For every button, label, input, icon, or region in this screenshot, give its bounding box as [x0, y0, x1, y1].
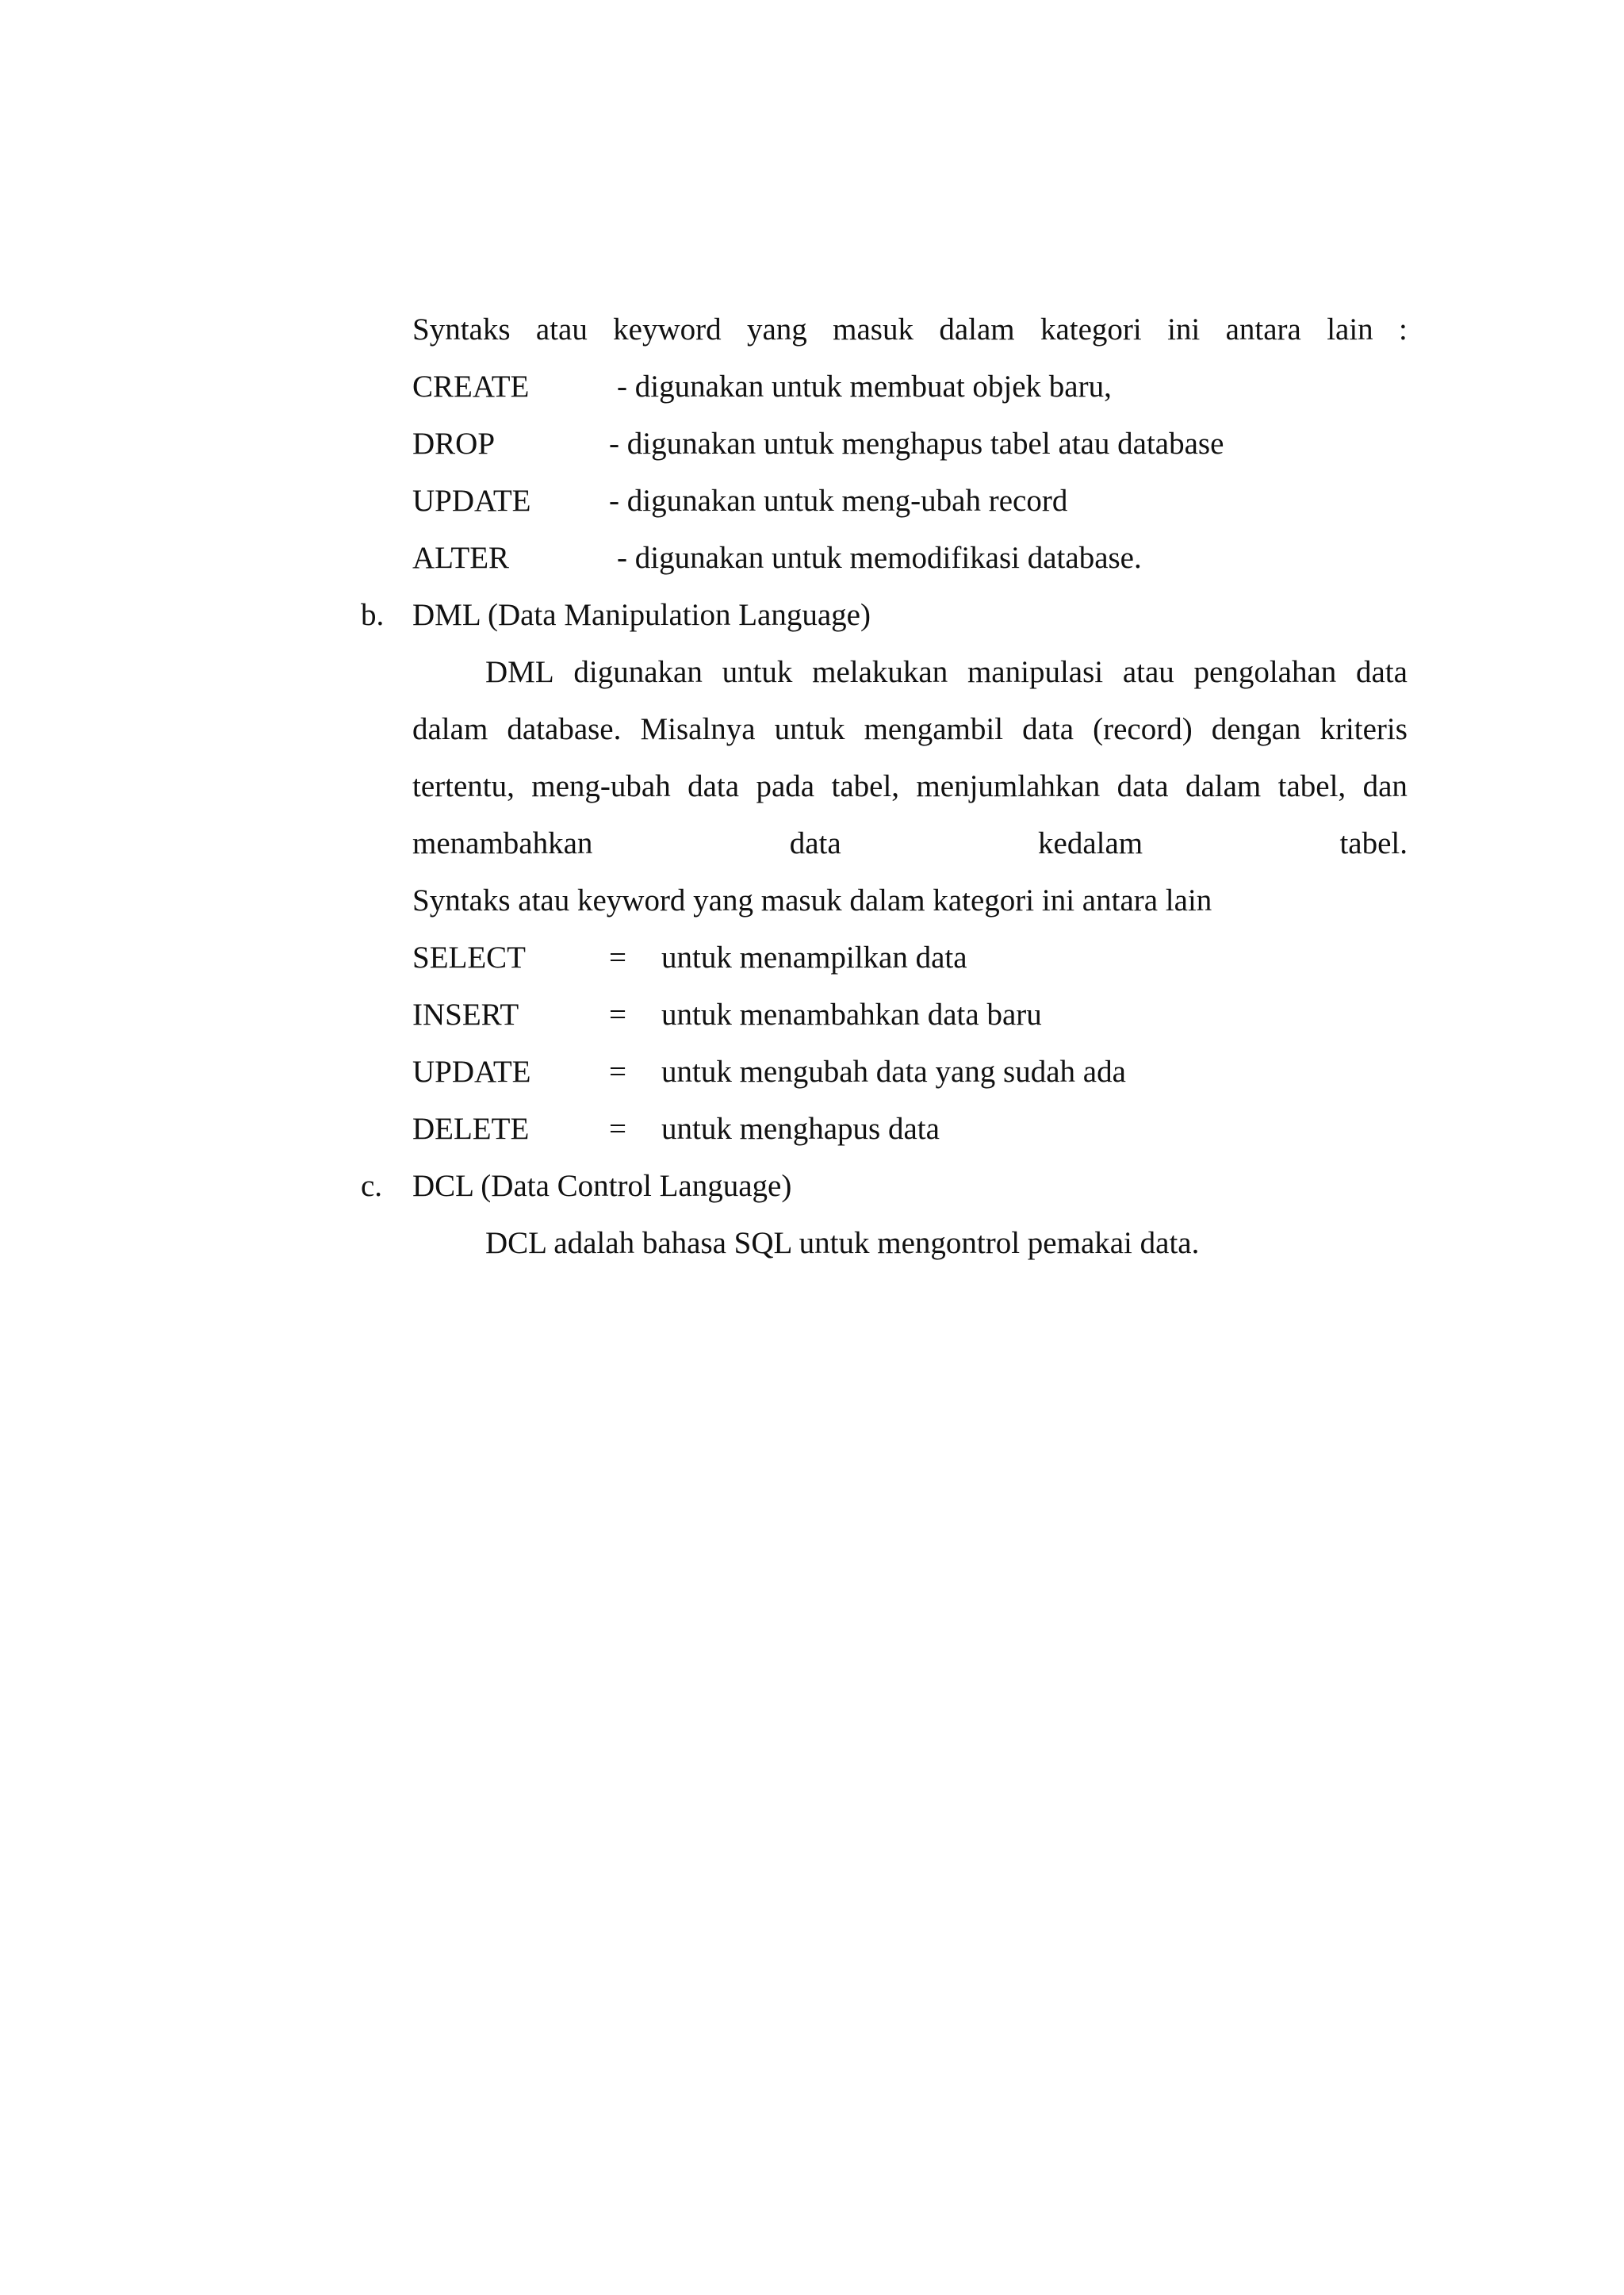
ddl-intro-word: keyword — [613, 312, 722, 347]
para-word: menambahkan — [412, 826, 593, 860]
para-word: untuk — [722, 655, 793, 689]
ddl-intro-word: yang — [746, 312, 807, 347]
para-word: database. — [507, 712, 622, 746]
ddl-command-desc: - digunakan untuk meng-ubah record — [609, 484, 1068, 518]
para-word: menjumlahkan — [916, 769, 1101, 803]
ddl-intro-word: ini — [1167, 312, 1201, 347]
para-word: mengambil — [864, 712, 1004, 746]
para-word: meng-ubah — [531, 769, 671, 803]
para-word: tertentu, — [412, 769, 515, 803]
ddl-command-keyword: CREATE — [412, 370, 530, 404]
ddl-intro-word: : — [1399, 312, 1408, 347]
dml-command-keyword: DELETE — [412, 1112, 530, 1146]
ddl-intro-word: masuk — [833, 312, 914, 347]
dml-command-eq: = — [609, 998, 626, 1032]
ddl-intro-word: atau — [535, 312, 588, 347]
dcl-heading: DCL (Data Control Language) — [412, 1169, 792, 1203]
ddl-command-desc: - digunakan untuk membuat objek baru, — [617, 370, 1112, 404]
dml-command-keyword: UPDATE — [412, 1055, 531, 1089]
ddl-command-keyword: ALTER — [412, 541, 510, 575]
para-word: data — [1116, 769, 1169, 803]
para-word: Misalnya — [640, 712, 756, 746]
para-word: data — [789, 826, 841, 860]
dml-para-line — [412, 768, 1408, 806]
ddl-command-desc: - digunakan untuk memodifikasi database. — [617, 541, 1142, 575]
para-word: tabel. — [1339, 826, 1408, 860]
para-word: pengolahan — [1193, 655, 1337, 689]
para-word: digunakan — [573, 655, 703, 689]
para-word: manipulasi — [967, 655, 1104, 689]
dcl-para: DCL adalah bahasa SQL untuk mengontrol pemakai data. — [485, 1226, 1200, 1260]
ddl-intro-word: kategori — [1040, 312, 1142, 347]
dml-command-keyword: INSERT — [412, 998, 519, 1032]
para-word: data — [688, 769, 740, 803]
dml-command-desc: untuk mengubah data yang sudah ada — [661, 1055, 1126, 1089]
dml-intro: Syntaks atau keyword yang masuk dalam kategori ini antara lain — [412, 883, 1212, 918]
dml-heading: DML (Data Manipulation Language) — [412, 598, 871, 632]
para-word: atau — [1122, 655, 1174, 689]
dml-command-eq: = — [609, 941, 626, 975]
para-word: dan — [1362, 769, 1408, 803]
para-word: tabel, — [831, 769, 900, 803]
dml-para-line — [412, 711, 1408, 749]
dml-para-line — [485, 653, 1408, 692]
ddl-intro-word: dalam — [939, 312, 1015, 347]
para-word: kedalam — [1038, 826, 1143, 860]
dml-command-keyword: SELECT — [412, 941, 526, 975]
dml-command-eq: = — [609, 1112, 626, 1146]
dml-para-line — [412, 825, 1408, 863]
para-word: (record) — [1093, 712, 1193, 746]
para-word: pada — [756, 769, 815, 803]
ddl-command-keyword: DROP — [412, 427, 496, 461]
para-word: tabel, — [1277, 769, 1346, 803]
ddl-command-desc: - digunakan untuk menghapus tabel atau database — [609, 427, 1224, 461]
ddl-intro-word: lain — [1327, 312, 1373, 347]
para-word: untuk — [774, 712, 845, 746]
para-word: data — [1356, 655, 1408, 689]
ddl-command-keyword: UPDATE — [412, 484, 531, 518]
para-word: dengan — [1211, 712, 1301, 746]
para-word: dalam — [1185, 769, 1262, 803]
para-word: kriteris — [1320, 712, 1408, 746]
dml-command-eq: = — [609, 1055, 626, 1089]
ddl-intro-word: Syntaks — [412, 312, 511, 347]
list-marker-c: c. — [361, 1169, 383, 1203]
para-word: DML — [485, 655, 554, 689]
para-word: data — [1022, 712, 1074, 746]
dml-command-desc: untuk menambahkan data baru — [661, 998, 1042, 1032]
para-word: dalam — [412, 712, 488, 746]
ddl-intro-line — [412, 311, 1408, 349]
ddl-intro-word: antara — [1225, 312, 1301, 347]
dml-command-desc: untuk menghapus data — [661, 1112, 940, 1146]
para-word: melakukan — [812, 655, 948, 689]
list-marker-b: b. — [361, 598, 385, 632]
dml-command-desc: untuk menampilkan data — [661, 941, 967, 975]
